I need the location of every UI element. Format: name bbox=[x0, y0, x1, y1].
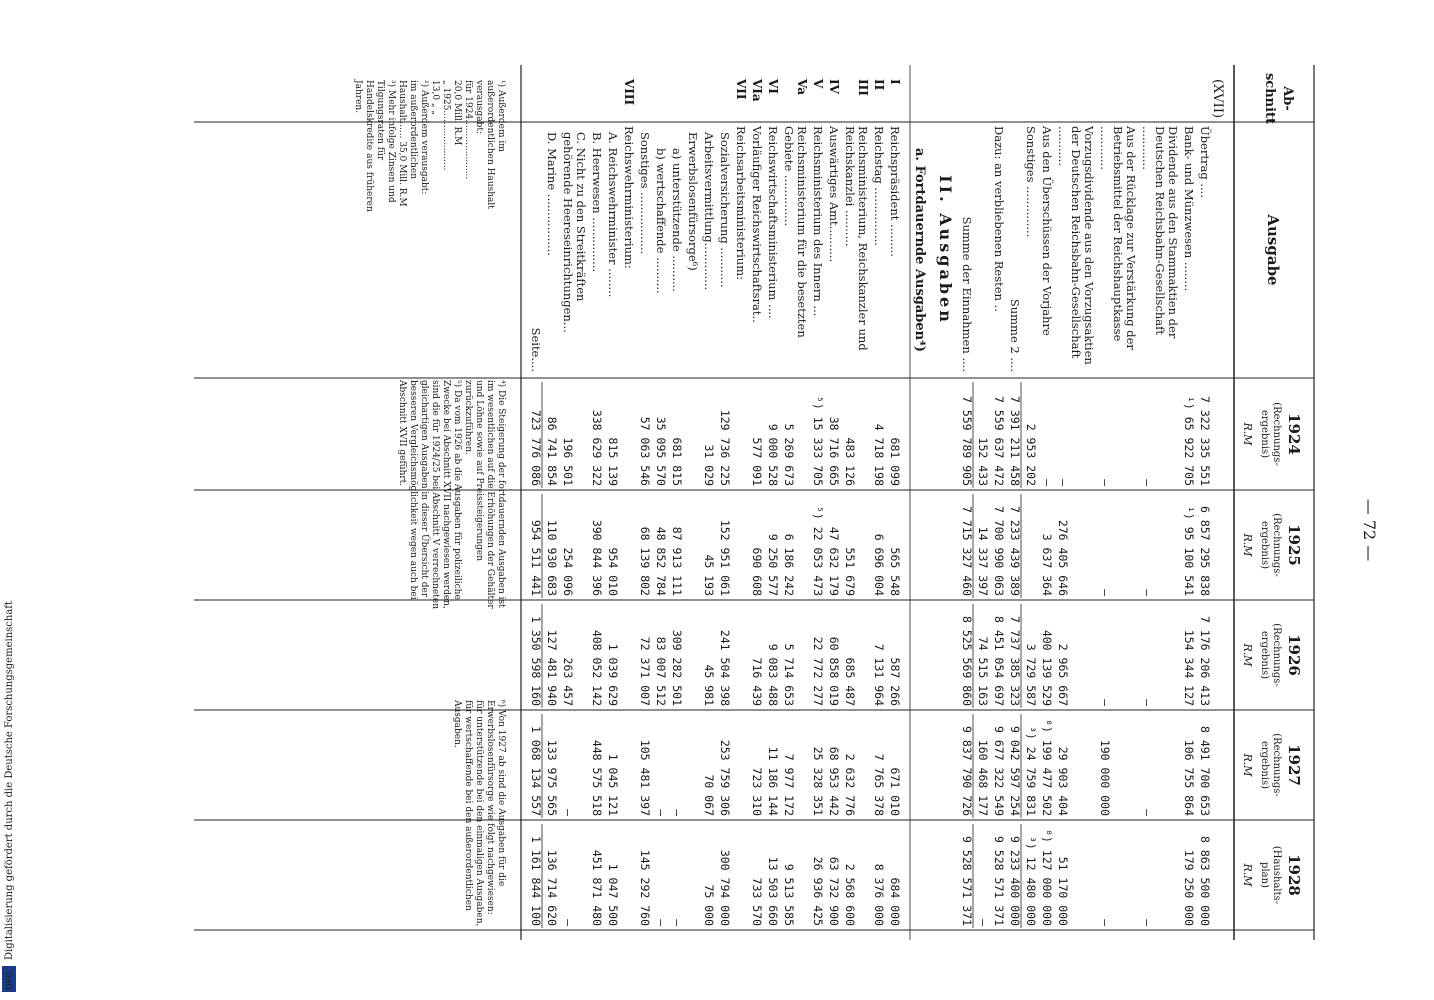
row-value: ⁵) 15 333 705 bbox=[811, 395, 825, 486]
row-section: IV bbox=[827, 79, 841, 94]
row-value: ¹) 65 922 705 bbox=[1182, 395, 1196, 486]
row-label-line: Übertrag .... bbox=[1198, 126, 1212, 198]
row-label-line: Vorläufiger Reichswirtschaftsrat.. bbox=[750, 126, 764, 323]
header-year-sub: (Haushalts- bbox=[1271, 845, 1282, 905]
row-value: 723 776 086 bbox=[529, 409, 543, 486]
header-year-sub: (Rechnungs- bbox=[1271, 513, 1282, 577]
row-label-line: Vorzugsdividende aus den Vorzugsaktien bbox=[1082, 126, 1096, 365]
footnote-line: Haushalt...... 35,0 Mill. R.M bbox=[397, 80, 407, 207]
row-value: 300 794 000 bbox=[718, 849, 732, 926]
row-value: 551 679 bbox=[843, 547, 857, 596]
footnote-line: für wertschaffende bei den außerordentlichen bbox=[463, 700, 473, 911]
row-value: 9 528 571 371 bbox=[992, 835, 1006, 926]
row-label-line: Reichsarbeitsministerium: bbox=[734, 126, 748, 280]
row-value: — bbox=[670, 919, 684, 926]
section-label: (XVII) bbox=[1210, 78, 1225, 119]
row-value: 8 863 500 000 bbox=[1198, 835, 1212, 926]
row-section: Va bbox=[795, 79, 809, 95]
row-value: 7 233 439 389 bbox=[1008, 505, 1022, 596]
row-value: 587 266 bbox=[888, 657, 902, 706]
row-value: 11 186 144 bbox=[766, 746, 780, 816]
footnote-line: ¹) Außerdem im bbox=[496, 80, 506, 152]
row-label-line: gehörende Heereseinrichtungen... bbox=[561, 132, 575, 333]
row-value: 408 052 142 bbox=[590, 629, 604, 706]
row-label-line: Reichstag ................ bbox=[872, 126, 886, 246]
row-label-line: Summe der Einnahmen .... bbox=[960, 216, 974, 372]
row-label-line: Seite.... bbox=[529, 327, 543, 372]
row-value: 690 608 bbox=[750, 547, 764, 596]
row-label-line: Gebiete .............. bbox=[782, 126, 796, 227]
row-value: — bbox=[1040, 479, 1054, 486]
row-section: VII bbox=[734, 79, 748, 100]
footnote-line: besseren Vergleichsmöglichkeit wegen auch bei bbox=[408, 380, 418, 600]
row-value: 9 083 488 bbox=[766, 643, 780, 706]
row-value: 671 010 bbox=[888, 767, 902, 816]
row-value: 106 755 864 bbox=[1182, 739, 1196, 816]
row-label-line: Reichspräsident ......... bbox=[888, 126, 902, 257]
row-label-line: Dazu: an verbliebenen Resten .. bbox=[992, 126, 1006, 312]
row-value: 2 965 667 bbox=[1056, 643, 1070, 706]
row-label-line: Sozialversicherung ........... bbox=[718, 132, 732, 288]
row-value: 83 007 512 bbox=[654, 636, 668, 706]
row-value: 26 936 425 bbox=[811, 856, 825, 926]
row-value: ³) 24 759 831 bbox=[1024, 725, 1038, 816]
footnote-line: im wesentlichen auf die Erhöhungen der Gehälter bbox=[485, 380, 495, 609]
header-abschnitt: schnitt bbox=[1262, 72, 1277, 125]
row-value: 25 328 351 bbox=[811, 746, 825, 816]
header-year: 1924 bbox=[1285, 413, 1303, 455]
footnote-line: Erwerbslosenfürsorge wie folgt nachgewiesen: bbox=[485, 700, 495, 915]
row-section: VIa bbox=[750, 79, 764, 102]
row-label-line: Reichswehrministerium: bbox=[622, 126, 636, 269]
row-value: 127 481 940 bbox=[545, 629, 559, 706]
row-value: 1 161 844 100 bbox=[529, 835, 543, 926]
row-value: 57 063 546 bbox=[638, 416, 652, 486]
header-year: 1926 bbox=[1285, 634, 1303, 676]
row-value: 7 737 385 323 bbox=[1008, 615, 1022, 706]
row-label-line: Reichsministerium, Reichskanzler und bbox=[856, 126, 870, 351]
row-value: 68 139 802 bbox=[638, 526, 652, 596]
row-value: 309 282 501 bbox=[670, 629, 684, 706]
row-value: 13 503 660 bbox=[766, 856, 780, 926]
row-value: 1 350 598 160 bbox=[529, 615, 543, 706]
row-label-line: Betriebsmittel der Reichshauptkasse bbox=[1111, 126, 1125, 342]
row-label-line: Reichswirtschaftsministerium .... bbox=[766, 126, 780, 319]
footnote-line: zurückzuführen. bbox=[463, 380, 473, 455]
header-year-sub: ergebnis) bbox=[1259, 740, 1270, 790]
row-label-line: Reichskanzlei .......... bbox=[843, 126, 857, 247]
row-value: 86 741 854 bbox=[545, 416, 559, 486]
row-value: 29 903 404 bbox=[1056, 746, 1070, 816]
row-value: 253 759 306 bbox=[718, 739, 732, 816]
row-label-line: Erwerbslosenfürsorge⁶) bbox=[686, 132, 700, 271]
header-abschnitt: Ab- bbox=[1280, 86, 1295, 111]
row-value: 179 250 000 bbox=[1182, 849, 1196, 926]
header-year-sub: (Rechnungs- bbox=[1271, 733, 1282, 797]
row-label-line: Bank- und Münzwesen ........ bbox=[1182, 126, 1196, 292]
row-value: 400 139 529 bbox=[1040, 629, 1054, 706]
row-value: 35 095 570 bbox=[654, 416, 668, 486]
row-value: 5 269 673 bbox=[782, 423, 796, 486]
row-value: 7 700 990 063 bbox=[992, 505, 1006, 596]
header-year: 1925 bbox=[1285, 524, 1303, 566]
row-label-line: A. Reichswehrminister ........ bbox=[606, 132, 620, 298]
row-value: 263 457 bbox=[561, 657, 575, 706]
row-value: 22 772 277 bbox=[811, 636, 825, 706]
row-value: 31 029 bbox=[702, 444, 716, 486]
row-value: 681 815 bbox=[670, 437, 684, 486]
row-label-line: b) wertschaffende .......... bbox=[654, 148, 668, 294]
row-value: 8 451 054 697 bbox=[992, 615, 1006, 706]
row-value: 6 696 004 bbox=[872, 533, 886, 596]
row-value: 196 501 bbox=[561, 437, 575, 486]
footnote-line: Zwecke bei Abschnitt XVII nachgewiesen werden, bbox=[441, 380, 451, 609]
row-value: 1 047 500 bbox=[606, 863, 620, 926]
row-value: — bbox=[670, 809, 684, 816]
row-value: ⁸) 199 477 502 bbox=[1040, 719, 1054, 816]
row-value: 48 852 784 bbox=[654, 526, 668, 596]
row-value: — bbox=[976, 919, 990, 926]
row-value: ¹) 95 100 541 bbox=[1182, 505, 1196, 596]
row-value: — bbox=[1098, 919, 1112, 926]
row-value: 154 344 127 bbox=[1182, 629, 1196, 706]
footnote-line: 20,0 Mill. R.M bbox=[452, 80, 462, 146]
row-value: 110 930 683 bbox=[545, 519, 559, 596]
row-value: 152 433 bbox=[976, 437, 990, 486]
row-value: 38 716 665 bbox=[827, 416, 841, 486]
row-section: V bbox=[811, 79, 825, 89]
row-value: 74 515 163 bbox=[976, 636, 990, 706]
row-value: 7 391 211 458 bbox=[1008, 395, 1022, 486]
row-value: ³) 12 480 000 bbox=[1024, 835, 1038, 926]
row-value: 276 405 646 bbox=[1056, 519, 1070, 596]
row-value: 685 487 bbox=[843, 657, 857, 706]
footnote-line: ⁶) Von 1927 ab sind die Ausgaben für die bbox=[496, 700, 506, 887]
row-value: 681 099 bbox=[888, 437, 902, 486]
header-year-sub: ergebnis) bbox=[1259, 630, 1270, 680]
row-label-line: Summe 2 .... bbox=[1008, 298, 1022, 372]
row-value: — bbox=[1098, 699, 1112, 706]
row-value: 7 715 327 460 bbox=[960, 505, 974, 596]
footnote-line: für 1924..................... bbox=[463, 80, 473, 180]
row-value: 8 376 000 bbox=[872, 863, 886, 926]
row-label-line: Aus der Rücklage zur Verstärkung der bbox=[1124, 126, 1138, 350]
footnote-line: gleichartigen Ausgaben in dieser Übersicht der bbox=[419, 380, 429, 598]
header-ausgabe: Ausgabe bbox=[1264, 214, 1282, 286]
row-label-line: Arbeitsvermittlung............. bbox=[702, 132, 716, 291]
footnote-line: ²) Außerdem verausgabt: bbox=[419, 80, 429, 195]
row-label-line: Auswärtiges Amt.......... bbox=[827, 126, 841, 263]
footnote-line: sind die für 1924/25 bei Abschnitt V verrechneten bbox=[430, 380, 440, 609]
dfg-credit: Digitalisierung gefördert durch die Deutsche Forschungsgemeinschaft bbox=[4, 601, 15, 960]
row-value: 7 322 335 551 bbox=[1198, 395, 1212, 486]
row-value: 338 629 322 bbox=[590, 409, 604, 486]
footnote-line: Handelskredite aus früheren bbox=[364, 80, 374, 212]
row-value: 9 837 790 726 bbox=[960, 725, 974, 816]
row-value: — bbox=[654, 919, 668, 926]
row-value: 723 310 bbox=[750, 767, 764, 816]
footnote-line: verausgabt: bbox=[474, 80, 484, 135]
row-value: 68 953 442 bbox=[827, 746, 841, 816]
row-value: — bbox=[1140, 919, 1154, 926]
row-value: 733 570 bbox=[750, 877, 764, 926]
row-value: 2 568 600 bbox=[843, 863, 857, 926]
row-value: 7 977 172 bbox=[782, 753, 796, 816]
row-label-line: Aus den Überschüssen der Vorjahre bbox=[1040, 126, 1054, 336]
footnote-line: ⁵) Da vom 1926 ab die Ausgaben für polizeiliche bbox=[452, 380, 462, 600]
footnote-line: Abschnitt XVII geführt. bbox=[397, 380, 407, 487]
footnote-line: im außerordentlichen bbox=[408, 80, 418, 180]
row-value: ⁵) 22 053 473 bbox=[811, 505, 825, 596]
row-value: 7 176 206 413 bbox=[1198, 615, 1212, 706]
footnote-line: ⁴) Die Steigerung der fortdauernden Ausgaben ist bbox=[496, 380, 506, 608]
row-value: 9 677 322 549 bbox=[992, 725, 1006, 816]
header-year-sub: (Rechnungs- bbox=[1271, 623, 1282, 687]
row-value: 7 559 637 472 bbox=[992, 395, 1006, 486]
header-year-sub: ergebnis) bbox=[1259, 409, 1270, 459]
header-year-sub: (Rechnungs- bbox=[1271, 402, 1282, 466]
row-value: 14 337 397 bbox=[976, 526, 990, 596]
row-value: 160 468 177 bbox=[976, 739, 990, 816]
row-value: 1 045 121 bbox=[606, 753, 620, 816]
row-value: ⁸) 127 000 000 bbox=[1040, 829, 1054, 926]
row-value: 577 091 bbox=[750, 437, 764, 486]
row-value: 145 292 760 bbox=[638, 849, 652, 926]
footnote-line: „ 1925..................... bbox=[441, 80, 451, 171]
row-value: 133 975 565 bbox=[545, 739, 559, 816]
row-value: 3 637 364 bbox=[1040, 533, 1054, 596]
row-value: 152 951 061 bbox=[718, 519, 732, 596]
row-value: 565 548 bbox=[888, 547, 902, 596]
row-value: — bbox=[1098, 479, 1112, 486]
row-value: 716 439 bbox=[750, 657, 764, 706]
footnote-line: und Löhne sowie auf Preissteigerungen bbox=[474, 380, 484, 562]
row-value: — bbox=[1140, 809, 1154, 816]
row-value: 254 096 bbox=[561, 547, 575, 596]
row-value: 9 042 597 254 bbox=[1008, 725, 1022, 816]
row-value: 448 575 518 bbox=[590, 739, 604, 816]
row-value: — bbox=[561, 919, 575, 926]
row-label-line: B. Heerwesen ............... bbox=[590, 132, 604, 273]
sub-title: a. Fortdauernde Ausgaben⁴) bbox=[912, 148, 927, 352]
row-value: — bbox=[654, 809, 668, 816]
row-label-line: Deutschen Reichsbahn-Gesellschaft bbox=[1153, 126, 1167, 336]
row-value: 1 039 629 bbox=[606, 643, 620, 706]
footnote-line: außerordentlichen Haushalt bbox=[485, 80, 495, 209]
row-value: 7 131 964 bbox=[872, 643, 886, 706]
row-label-line: ............ bbox=[1098, 126, 1112, 170]
row-value: — bbox=[1140, 479, 1154, 486]
dfg-logo-text: DFG bbox=[5, 971, 14, 990]
row-label-line: Dividende aus den Stammaktien der bbox=[1166, 126, 1180, 339]
row-value: 4 718 198 bbox=[872, 423, 886, 486]
row-value: 241 504 398 bbox=[718, 629, 732, 706]
row-label-line: ........... bbox=[1056, 126, 1070, 167]
row-value: 45 193 bbox=[702, 554, 716, 596]
row-label-line: D. Marine ................. bbox=[545, 132, 559, 256]
row-value: 9 528 571 371 bbox=[960, 835, 974, 926]
row-value: 70 067 bbox=[702, 774, 716, 816]
row-value: 9 513 585 bbox=[782, 863, 796, 926]
row-section: VI bbox=[766, 79, 780, 94]
row-value: 190 000 000 bbox=[1098, 739, 1112, 816]
row-value: — bbox=[561, 809, 575, 816]
row-value: 6 857 295 838 bbox=[1198, 505, 1212, 596]
footnote-line: 13,0 „ „ bbox=[430, 80, 440, 116]
row-value: 5 714 653 bbox=[782, 643, 796, 706]
header-unit: R.M bbox=[1241, 643, 1254, 667]
row-value: 1 068 134 557 bbox=[529, 725, 543, 816]
row-value: — bbox=[1140, 699, 1154, 706]
header-year-sub: plan) bbox=[1259, 862, 1270, 888]
row-value: 47 632 179 bbox=[827, 526, 841, 596]
footnote-line: ³) Mehr infolge Zinsen und bbox=[386, 80, 396, 203]
row-value: 3 729 587 bbox=[1024, 643, 1038, 706]
row-value: 954 010 bbox=[606, 547, 620, 596]
header-year: 1927 bbox=[1285, 744, 1303, 786]
row-section: III bbox=[856, 79, 870, 96]
row-value: 75 000 bbox=[702, 884, 716, 926]
row-label-line: a) unterstützende .......... bbox=[670, 148, 684, 292]
row-label-line: Reichsministerium des Innern ... bbox=[811, 126, 825, 317]
row-value: 9 000 528 bbox=[766, 423, 780, 486]
row-label-line: C. Nicht zu den Streitkräften bbox=[574, 132, 588, 302]
row-value: 8 525 569 860 bbox=[960, 615, 974, 706]
row-value: — bbox=[1098, 589, 1112, 596]
page-number: — 72 — bbox=[1360, 498, 1379, 562]
row-label-line: Sonstiges .............. bbox=[1024, 126, 1038, 238]
row-value: 7 559 789 905 bbox=[960, 395, 974, 486]
row-value: 129 736 225 bbox=[718, 409, 732, 486]
section-title: II. Ausgaben bbox=[936, 175, 955, 325]
footnote-line: Jahren. bbox=[353, 80, 363, 114]
footnote-line: Tilgungsraten für bbox=[375, 80, 385, 161]
footnote-line: für unterstützende bei den einmaligen Ausgaben, bbox=[474, 700, 484, 927]
row-label-line: ............ bbox=[1140, 126, 1154, 170]
row-value: 60 858 019 bbox=[827, 636, 841, 706]
row-value: 87 913 111 bbox=[670, 526, 684, 596]
row-value: 815 139 bbox=[606, 437, 620, 486]
row-value: 63 732 900 bbox=[827, 856, 841, 926]
row-value: — bbox=[1140, 589, 1154, 596]
row-label-line: der Deutschen Reichsbahn-Gesellschaft bbox=[1069, 126, 1083, 359]
row-label-line: Sonstiges ................. bbox=[638, 132, 652, 255]
row-value: 72 371 007 bbox=[638, 636, 652, 706]
row-value: 9 250 577 bbox=[766, 533, 780, 596]
row-value: 483 126 bbox=[843, 437, 857, 486]
row-label-line: Reichsministerium für die besetzten bbox=[795, 126, 809, 338]
row-value: 7 765 378 bbox=[872, 753, 886, 816]
row-value: 2 953 202 bbox=[1024, 423, 1038, 486]
row-value: 684 000 bbox=[888, 877, 902, 926]
row-value: 105 481 397 bbox=[638, 739, 652, 816]
row-value: 9 233 400 000 bbox=[1008, 835, 1022, 926]
row-section: II bbox=[872, 79, 886, 91]
row-value: 51 170 000 bbox=[1056, 856, 1070, 926]
row-value: 6 186 242 bbox=[782, 533, 796, 596]
row-value: 954 511 441 bbox=[529, 519, 543, 596]
header-unit: R.M bbox=[1241, 863, 1254, 887]
header-unit: R.M bbox=[1241, 533, 1254, 557]
header-year: 1928 bbox=[1285, 854, 1303, 896]
row-section: I bbox=[888, 79, 902, 85]
row-section: VIII bbox=[622, 79, 636, 106]
row-value: 451 871 480 bbox=[590, 849, 604, 926]
row-value: 8 491 700 653 bbox=[1198, 725, 1212, 816]
row-value: 2 632 776 bbox=[843, 753, 857, 816]
header-year-sub: ergebnis) bbox=[1259, 520, 1270, 570]
row-value: — bbox=[1056, 479, 1070, 486]
header-unit: R.M bbox=[1241, 753, 1254, 777]
header-unit: R.M bbox=[1241, 422, 1254, 446]
row-value: 45 981 bbox=[702, 664, 716, 706]
row-value: 136 714 620 bbox=[545, 849, 559, 926]
row-value: 390 844 396 bbox=[590, 519, 604, 596]
footnote-line: Ausgaben. bbox=[452, 700, 462, 748]
